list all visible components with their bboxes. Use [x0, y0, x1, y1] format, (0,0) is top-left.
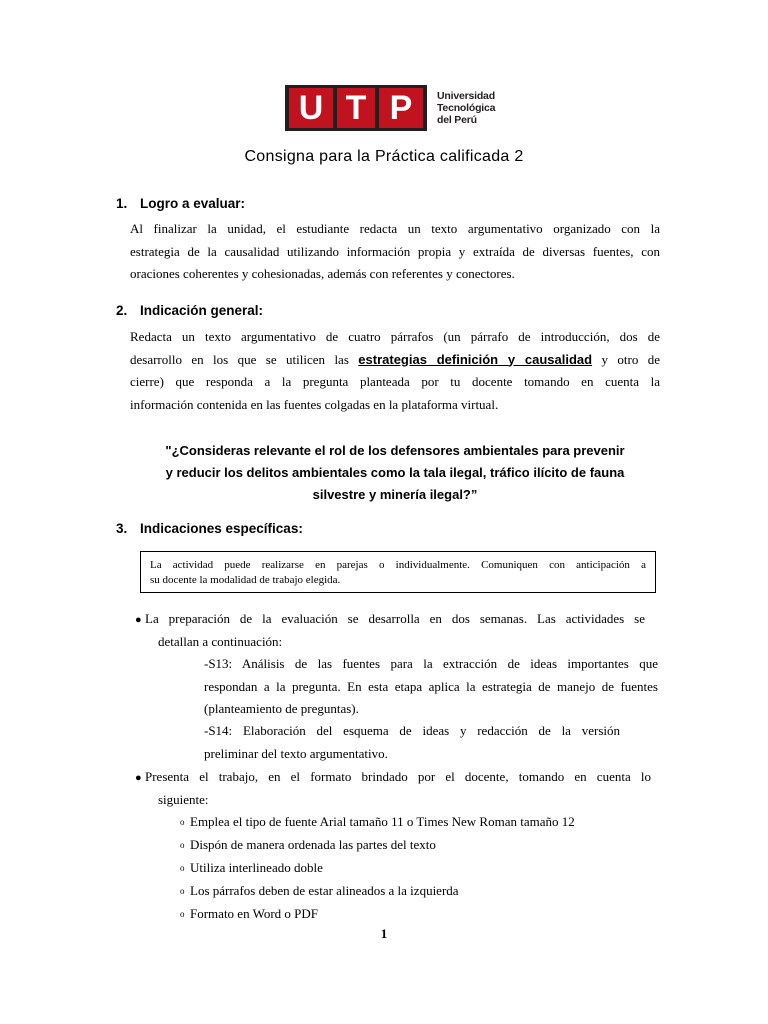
sub-item-line: -S14: Elaboración del esquema de ideas y redacción de la versión	[204, 723, 620, 738]
paragraph-line: Redacta un texto argumentativo de cuatro párrafos (un párrafo de introducción, dos de	[130, 329, 660, 344]
bullet-dot-icon: ●	[135, 614, 142, 626]
text-after: y otro de	[592, 351, 660, 367]
question-line: silvestre y minería ilegal?”	[312, 487, 478, 502]
section-1-paragraph	[130, 218, 660, 286]
question-line: y reducir los delitos ambientales como la tala ilegal, tráfico ilícito de fauna	[165, 465, 625, 480]
sub-item-s14	[204, 720, 620, 765]
hollow-circle-icon: o	[180, 840, 185, 850]
document-title: Consigna para la Práctica calificada 2	[244, 148, 524, 165]
note-box	[140, 551, 656, 593]
format-item	[180, 834, 436, 857]
paragraph-line: cierre) que responda a la pregunta planteada por tu docente tomando en cuenta la	[130, 374, 660, 389]
sub-item-line: (planteamiento de preguntas).	[204, 701, 359, 716]
section-2-heading	[116, 303, 263, 318]
logo-text-line: del Perú	[437, 114, 477, 126]
format-item-text: Dispón de manera ordenada las partes del texto	[190, 837, 436, 852]
logo-text-line: Tecnológica	[437, 102, 496, 114]
section-2-paragraph	[130, 326, 660, 416]
format-item-text: Utiliza interlineado doble	[190, 860, 323, 875]
note-line: su docente la modalidad de trabajo elegida.	[150, 574, 341, 586]
bullet-continuation: detallan a continuación:	[158, 634, 283, 649]
text-before: desarrollo en los que se utilicen las	[130, 351, 359, 367]
format-item-text: Emplea el tipo de fuente Arial tamaño 11 o Times New Roman tamaño 12	[190, 814, 575, 829]
format-item	[180, 880, 459, 903]
sub-item-line: respondan a la pregunta. En esta etapa aplica la estrategia de manejo de fuentes	[204, 678, 658, 694]
section-title: Indicaciones específicas:	[140, 521, 303, 536]
bullet-item	[135, 766, 651, 790]
bullet-text: Presenta el trabajo, en el formato brindado por el docente, tomando en cuenta lo	[145, 769, 651, 784]
section-number: 1.	[116, 196, 128, 211]
question-line: "¿Consideras relevante el rol de los defensores ambientales para prevenir	[165, 443, 625, 458]
section-1-heading	[116, 196, 245, 211]
paragraph-line: información contenida en las fuentes colgadas en la plataforma virtual.	[130, 396, 499, 412]
note-line: La actividad puede realizarse en parejas o individualmente. Comuniquen con anticipación a	[150, 559, 646, 571]
bullet-item	[135, 608, 645, 632]
bullet-text: La preparación de la evaluación se desarrolla en dos semanas. Las actividades se	[145, 611, 645, 626]
hollow-circle-icon: o	[180, 909, 185, 919]
hollow-circle-icon: o	[180, 886, 185, 896]
format-item	[180, 811, 575, 834]
bullet-line	[135, 608, 645, 632]
paragraph-line: oraciones coherentes y cohesionadas, además con referentes y conectores.	[130, 266, 515, 281]
hollow-circle-icon: o	[180, 863, 185, 873]
logo-university-name	[437, 90, 495, 126]
section-title: Indicación general:	[140, 303, 264, 318]
section-number: 3.	[116, 521, 128, 536]
prompt-question	[130, 440, 660, 506]
format-item	[180, 857, 323, 880]
logo-text-line: Universidad	[437, 90, 495, 102]
utp-logo	[285, 85, 495, 131]
bullet-continuation: siguiente:	[158, 792, 209, 807]
format-item	[180, 903, 318, 926]
section-number: 2.	[116, 303, 128, 318]
hollow-circle-icon: o	[180, 817, 185, 827]
format-item-text: Los párrafos deben de estar alineados a la izquierda	[190, 883, 459, 898]
bullet-dot-icon: ●	[135, 772, 142, 784]
sub-item-s13	[204, 653, 658, 721]
page-number: 1	[380, 926, 388, 941]
format-item-text: Formato en Word o PDF	[190, 906, 318, 921]
bullet-line	[135, 766, 651, 790]
section-3-heading	[116, 521, 303, 536]
paragraph-line-with-highlight	[130, 349, 660, 372]
logo-letter-p: P	[379, 88, 423, 128]
logo-letter-u: U	[289, 88, 333, 128]
paragraph-line: Al finalizar la unidad, el estudiante redacta un texto argumentativo organizado con la	[130, 221, 660, 236]
logo-letters	[285, 85, 427, 131]
section-title: Logro a evaluar:	[140, 196, 246, 211]
sub-item-line: preliminar del texto argumentativo.	[204, 745, 388, 761]
logo-letter-t: T	[337, 88, 375, 128]
paragraph-line: estrategia de la causalidad utilizando información propia y extraída de diversas fuentes, con	[130, 243, 660, 259]
highlighted-strategies: estrategias definición y causalidad	[358, 351, 593, 367]
sub-item-line: -S13: Análisis de las fuentes para la extracción de ideas importantes que	[204, 656, 658, 671]
